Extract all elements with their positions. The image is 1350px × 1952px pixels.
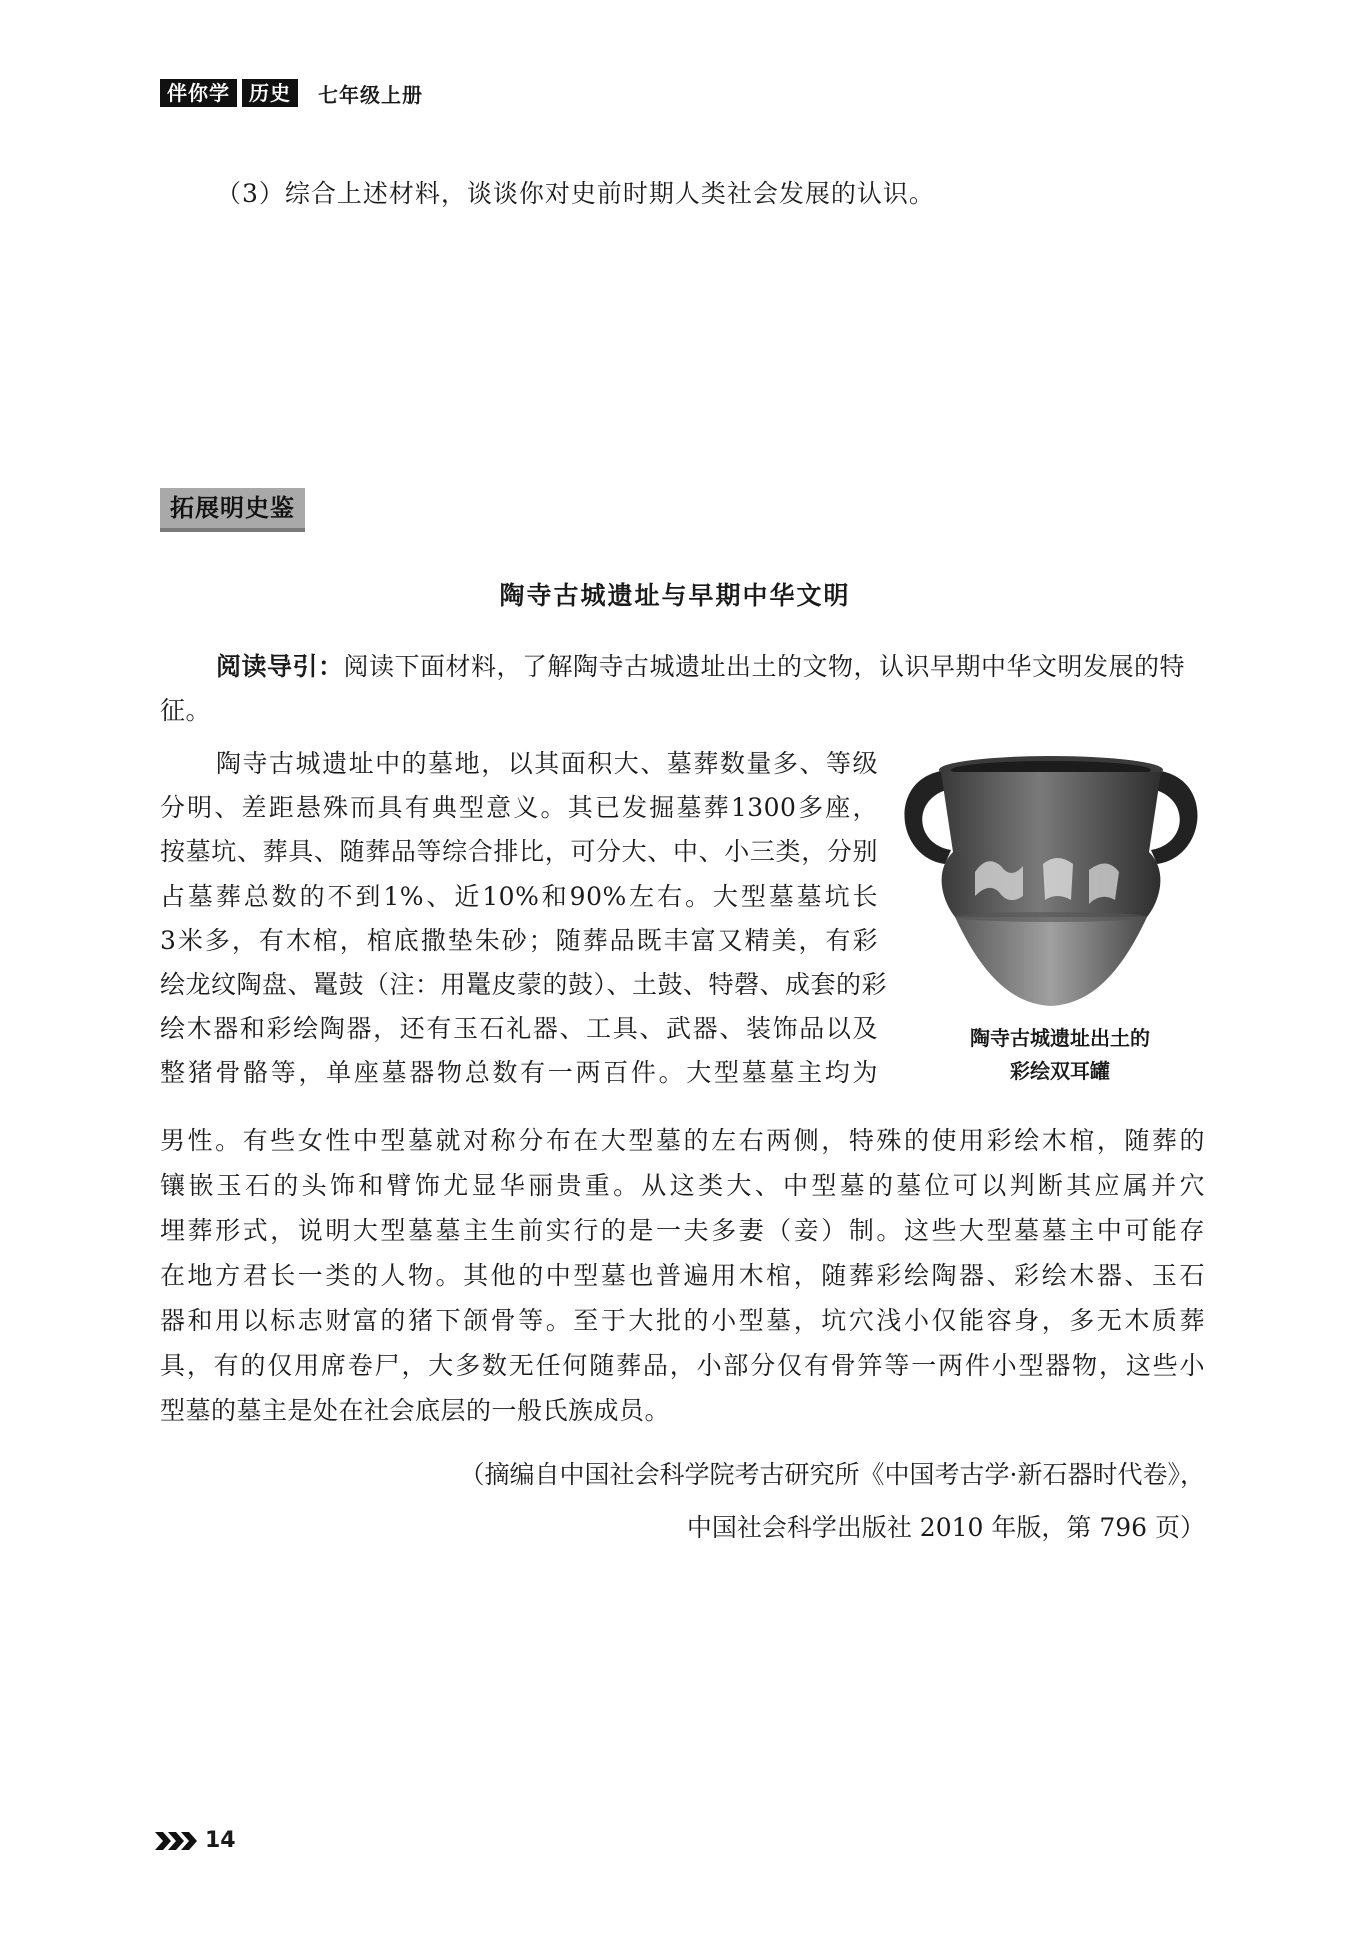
body-line: 埋葬形式，说明大型墓墓主生前实行的是一夫多妻（妾）制。这些大型墓墓主中可能存 <box>160 1216 1205 1245</box>
body-line: 3米多，有木棺，棺底撒垫朱砂；随葬品既丰富又精美，有彩 <box>160 925 878 955</box>
grade-label: 七年级上册 <box>318 82 423 107</box>
guide-text: 阅读下面材料，了解陶寺古城遗址出土的文物，认识早期中华文明发展的特征。 <box>160 652 1186 725</box>
reading-guide <box>160 645 1205 733</box>
series-tag: 伴你学 <box>160 79 237 107</box>
article-body-column <box>160 742 888 1096</box>
section-label: 拓展明史鉴 <box>160 488 305 532</box>
book-header <box>160 78 423 108</box>
painted-jar-image <box>893 752 1209 1016</box>
body-line: 整猪骨骼等，单座墓器物总数有一两百件。大型墓墓主均为 <box>160 1058 878 1088</box>
body-line: 型墓的墓主是处在社会底层的一般氏族成员。 <box>160 1396 671 1425</box>
subject-tag: 历史 <box>242 79 298 107</box>
page-footer <box>155 1828 236 1853</box>
caption-line: 彩绘双耳罐 <box>1010 1059 1110 1083</box>
source-citation-line2: 中国社会科学出版社 2010 年版，第 796 页） <box>686 1513 1205 1542</box>
body-line: 分明、差距悬殊而具有典型意义。其已发掘墓葬1300多座， <box>160 793 878 823</box>
page-number: 14 <box>205 1828 236 1853</box>
body-line: 陶寺古城遗址中的墓地，以其面积大、墓葬数量多、等级 <box>216 749 878 778</box>
body-line: 绘木器和彩绘陶器，还有玉石礼器、工具、武器、装饰品以及 <box>160 1014 878 1044</box>
guide-lead: 阅读导引： <box>216 652 344 681</box>
triple-chevron-icon <box>155 1830 199 1852</box>
body-line: 器和用以标志财富的猪下颌骨等。至于大批的小型墓，坑穴浅小仅能容身，多无木质葬 <box>160 1306 1205 1335</box>
caption-line: 陶寺古城遗址出土的 <box>970 1026 1150 1050</box>
body-line: 男性。有些女性中型墓就对称分布在大型墓的左右两侧，特殊的使用彩绘木棺，随葬的 <box>160 1126 1205 1155</box>
question-3: （3）综合上述材料，谈谈你对史前时期人类社会发展的认识。 <box>216 179 935 208</box>
article-body-full <box>160 1118 1205 1433</box>
body-line: 绘龙纹陶盘、鼍鼓（注：用鼍皮蒙的鼓）、土鼓、特磬、成套的彩 <box>160 969 888 999</box>
article-title: 陶寺古城遗址与早期中华文明 <box>499 581 851 610</box>
figure-caption <box>910 1022 1210 1088</box>
body-line: 按墓坑、葬具、随葬品等综合排比，可分大、中、小三类，分别 <box>160 837 878 867</box>
body-line: 镶嵌玉石的头饰和臂饰尤显华丽贵重。从这类大、中型墓的墓位可以判断其应属并穴 <box>160 1171 1205 1200</box>
source-citation-line1: （摘编自中国社会科学院考古研究所《中国考古学·新石器时代卷》， <box>459 1460 1205 1489</box>
body-line: 具，有的仅用席卷尸，大多数无任何随葬品，小部分仅有骨笄等一两件小型器物，这些小 <box>160 1351 1205 1380</box>
body-line: 在地方君长一类的人物。其他的中型墓也普遍用木棺，随葬彩绘陶器、彩绘木器、玉石 <box>160 1261 1205 1290</box>
body-line: 占墓葬总数的不到1%、近10%和90%左右。大型墓墓坑长 <box>160 881 878 911</box>
